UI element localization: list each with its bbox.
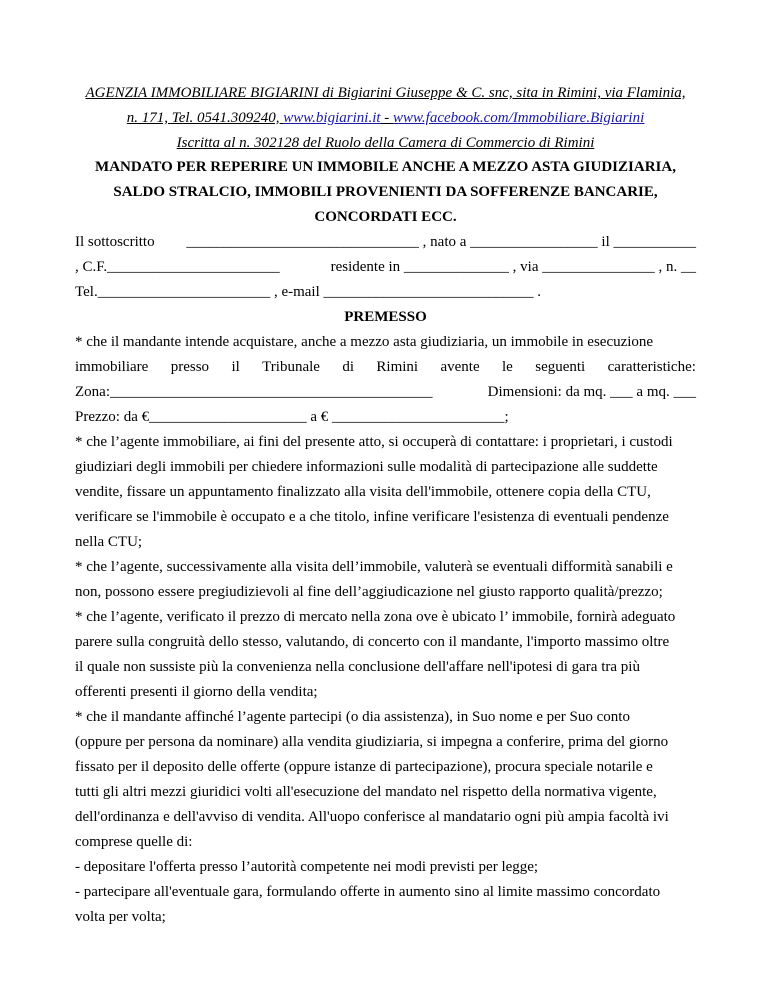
p2-line-5: nella CTU; xyxy=(75,534,143,550)
agency-line-2 xyxy=(75,109,696,127)
p5-line-3: fissato per il deposito delle offerte (oppure istanze di partecipazione), procura speciale notarile e xyxy=(75,759,653,775)
p1-word: le xyxy=(502,359,513,375)
p1-word: presso xyxy=(170,359,210,375)
p1-word: seguenti xyxy=(535,359,586,375)
bullet-2-line-2: volta per volta; xyxy=(75,909,166,925)
form-line-3[interactable]: Tel._______________________ , e-mail ____________________________ . xyxy=(75,284,542,300)
link-separator: - xyxy=(380,110,394,126)
dimensions-field[interactable]: Dimensioni: da mq. ___ a mq. ___ xyxy=(487,384,696,400)
p4-line-4: offerenti presenti il giorno della vendita; xyxy=(75,684,318,700)
form-line-2 xyxy=(75,258,696,276)
form-fields-name-birth[interactable]: _______________________________ , nato a _________________ il ___________ xyxy=(186,234,696,250)
p4-line-3: il quale non sussiste più la convenienza nella conclusione dell'affare nell'ipotesi di gara tra più xyxy=(75,659,640,675)
p2-line-4: verificare se l'immobile è occupato e a che titolo, infine verificare l'esistenza di eventuali pendenze xyxy=(75,509,669,525)
form-fields-residence[interactable]: residente in ______________ , via _______________ , n. __ xyxy=(330,259,696,275)
premesso-heading: PREMESSO xyxy=(344,309,427,325)
p1-word: caratteristiche: xyxy=(607,359,696,375)
p4-line-2: parere sulla congruità dello stesso, valutando, di concerto con il mandante, l'importo massimo oltre xyxy=(75,634,670,650)
p3-line-2: non, possono essere pregiudizievoli al fine dell’aggiudicazione nel giusto rapporto qualità/prezzo; xyxy=(75,584,663,600)
p2-line-3: vendite, fissare un appuntamento finalizzato alla visita dell'immobile, ottenere copia della CTU, xyxy=(75,484,651,500)
p2-line-2: giudiziari degli immobili per chiedere informazioni sulle modalità di partecipazione alle suddette xyxy=(75,459,658,475)
p5-line-4: tutti gli altri mezzi giuridici volti all'esecuzione del mandato nel rispetto della normativa vigente, xyxy=(75,784,657,800)
form-line-1 xyxy=(75,233,696,251)
zone-field[interactable]: Zona:___________________________________________ xyxy=(75,384,433,400)
facebook-link[interactable]: www.facebook.com/Immobiliare.Bigiarini xyxy=(393,110,645,126)
p5-line-5: dell'ordinanza e dell'avviso di vendita. All'uopo conferisce al mandatario ogni più ampia facoltà ivi xyxy=(75,809,669,825)
p2-line-1: * che l’agente immobiliare, ai fini del presente atto, si occuperà di contattare: i proprietari, i custodi xyxy=(75,434,673,450)
agency-line-1: AGENZIA IMMOBILIARE BIGIARINI di Bigiarini Giuseppe & C. snc, sita in Rimini, via Flaminia, xyxy=(85,85,686,101)
p5-line-1: * che il mandante affinché l’agente partecipi (o dia assistenza), in Suo nome e per Suo conto xyxy=(75,709,630,725)
title-line-2: SALDO STRALCIO, IMMOBILI PROVENIENTI DA SOFFERENZE BANCARIE, xyxy=(113,184,658,200)
p5-line-6: comprese quelle di: xyxy=(75,834,193,850)
p1-line-3 xyxy=(75,383,696,401)
agency-contact: n. 171, Tel. 0541.309240, xyxy=(126,110,284,126)
form-label-undersigned: Il sottoscritto xyxy=(75,234,155,250)
p1-word: immobiliare xyxy=(75,359,149,375)
p5-line-2: (oppure per persona da nominare) alla vendita giudiziaria, si impegna a conferire, prima del giorno xyxy=(75,734,669,750)
title-line-1: MANDATO PER REPERIRE UN IMMOBILE ANCHE A MEZZO ASTA GIUDIZIARIA, xyxy=(95,159,676,175)
website-link[interactable]: www.bigiarini.it xyxy=(283,110,381,126)
bullet-2-line-1: - partecipare all'eventuale gara, formulando offerte in aumento sino al limite massimo concordato xyxy=(75,884,661,900)
title-line-3: CONCORDATI ECC. xyxy=(314,209,457,225)
p1-word: avente xyxy=(440,359,480,375)
p1-word: di xyxy=(342,359,355,375)
bullet-1: - depositare l'offerta presso l’autorità competente nei modi previsti per legge; xyxy=(75,859,539,875)
form-field-cf[interactable]: , C.F._______________________ xyxy=(75,259,280,275)
p3-line-1: * che l’agente, successivamente alla visita dell’immobile, valuterà se eventuali difformità sanabili e xyxy=(75,559,673,575)
p1-word: Rimini xyxy=(376,359,419,375)
p1-word: Tribunale xyxy=(262,359,320,375)
p1-line-1: * che il mandante intende acquistare, anche a mezzo asta giudiziaria, un immobile in esecuzione xyxy=(75,334,654,350)
p1-word: il xyxy=(231,359,240,375)
p4-line-1: * che l’agente, verificato il prezzo di mercato nella zona ove è ubicato l’ immobile, fornirà adeguato xyxy=(75,609,676,625)
price-field[interactable]: Prezzo: da €_____________________ a € _______________________; xyxy=(75,409,509,425)
registration-line: Iscritta al n. 302128 del Ruolo della Camera di Commercio di Rimini xyxy=(176,135,595,151)
p1-line-2 xyxy=(75,358,696,376)
